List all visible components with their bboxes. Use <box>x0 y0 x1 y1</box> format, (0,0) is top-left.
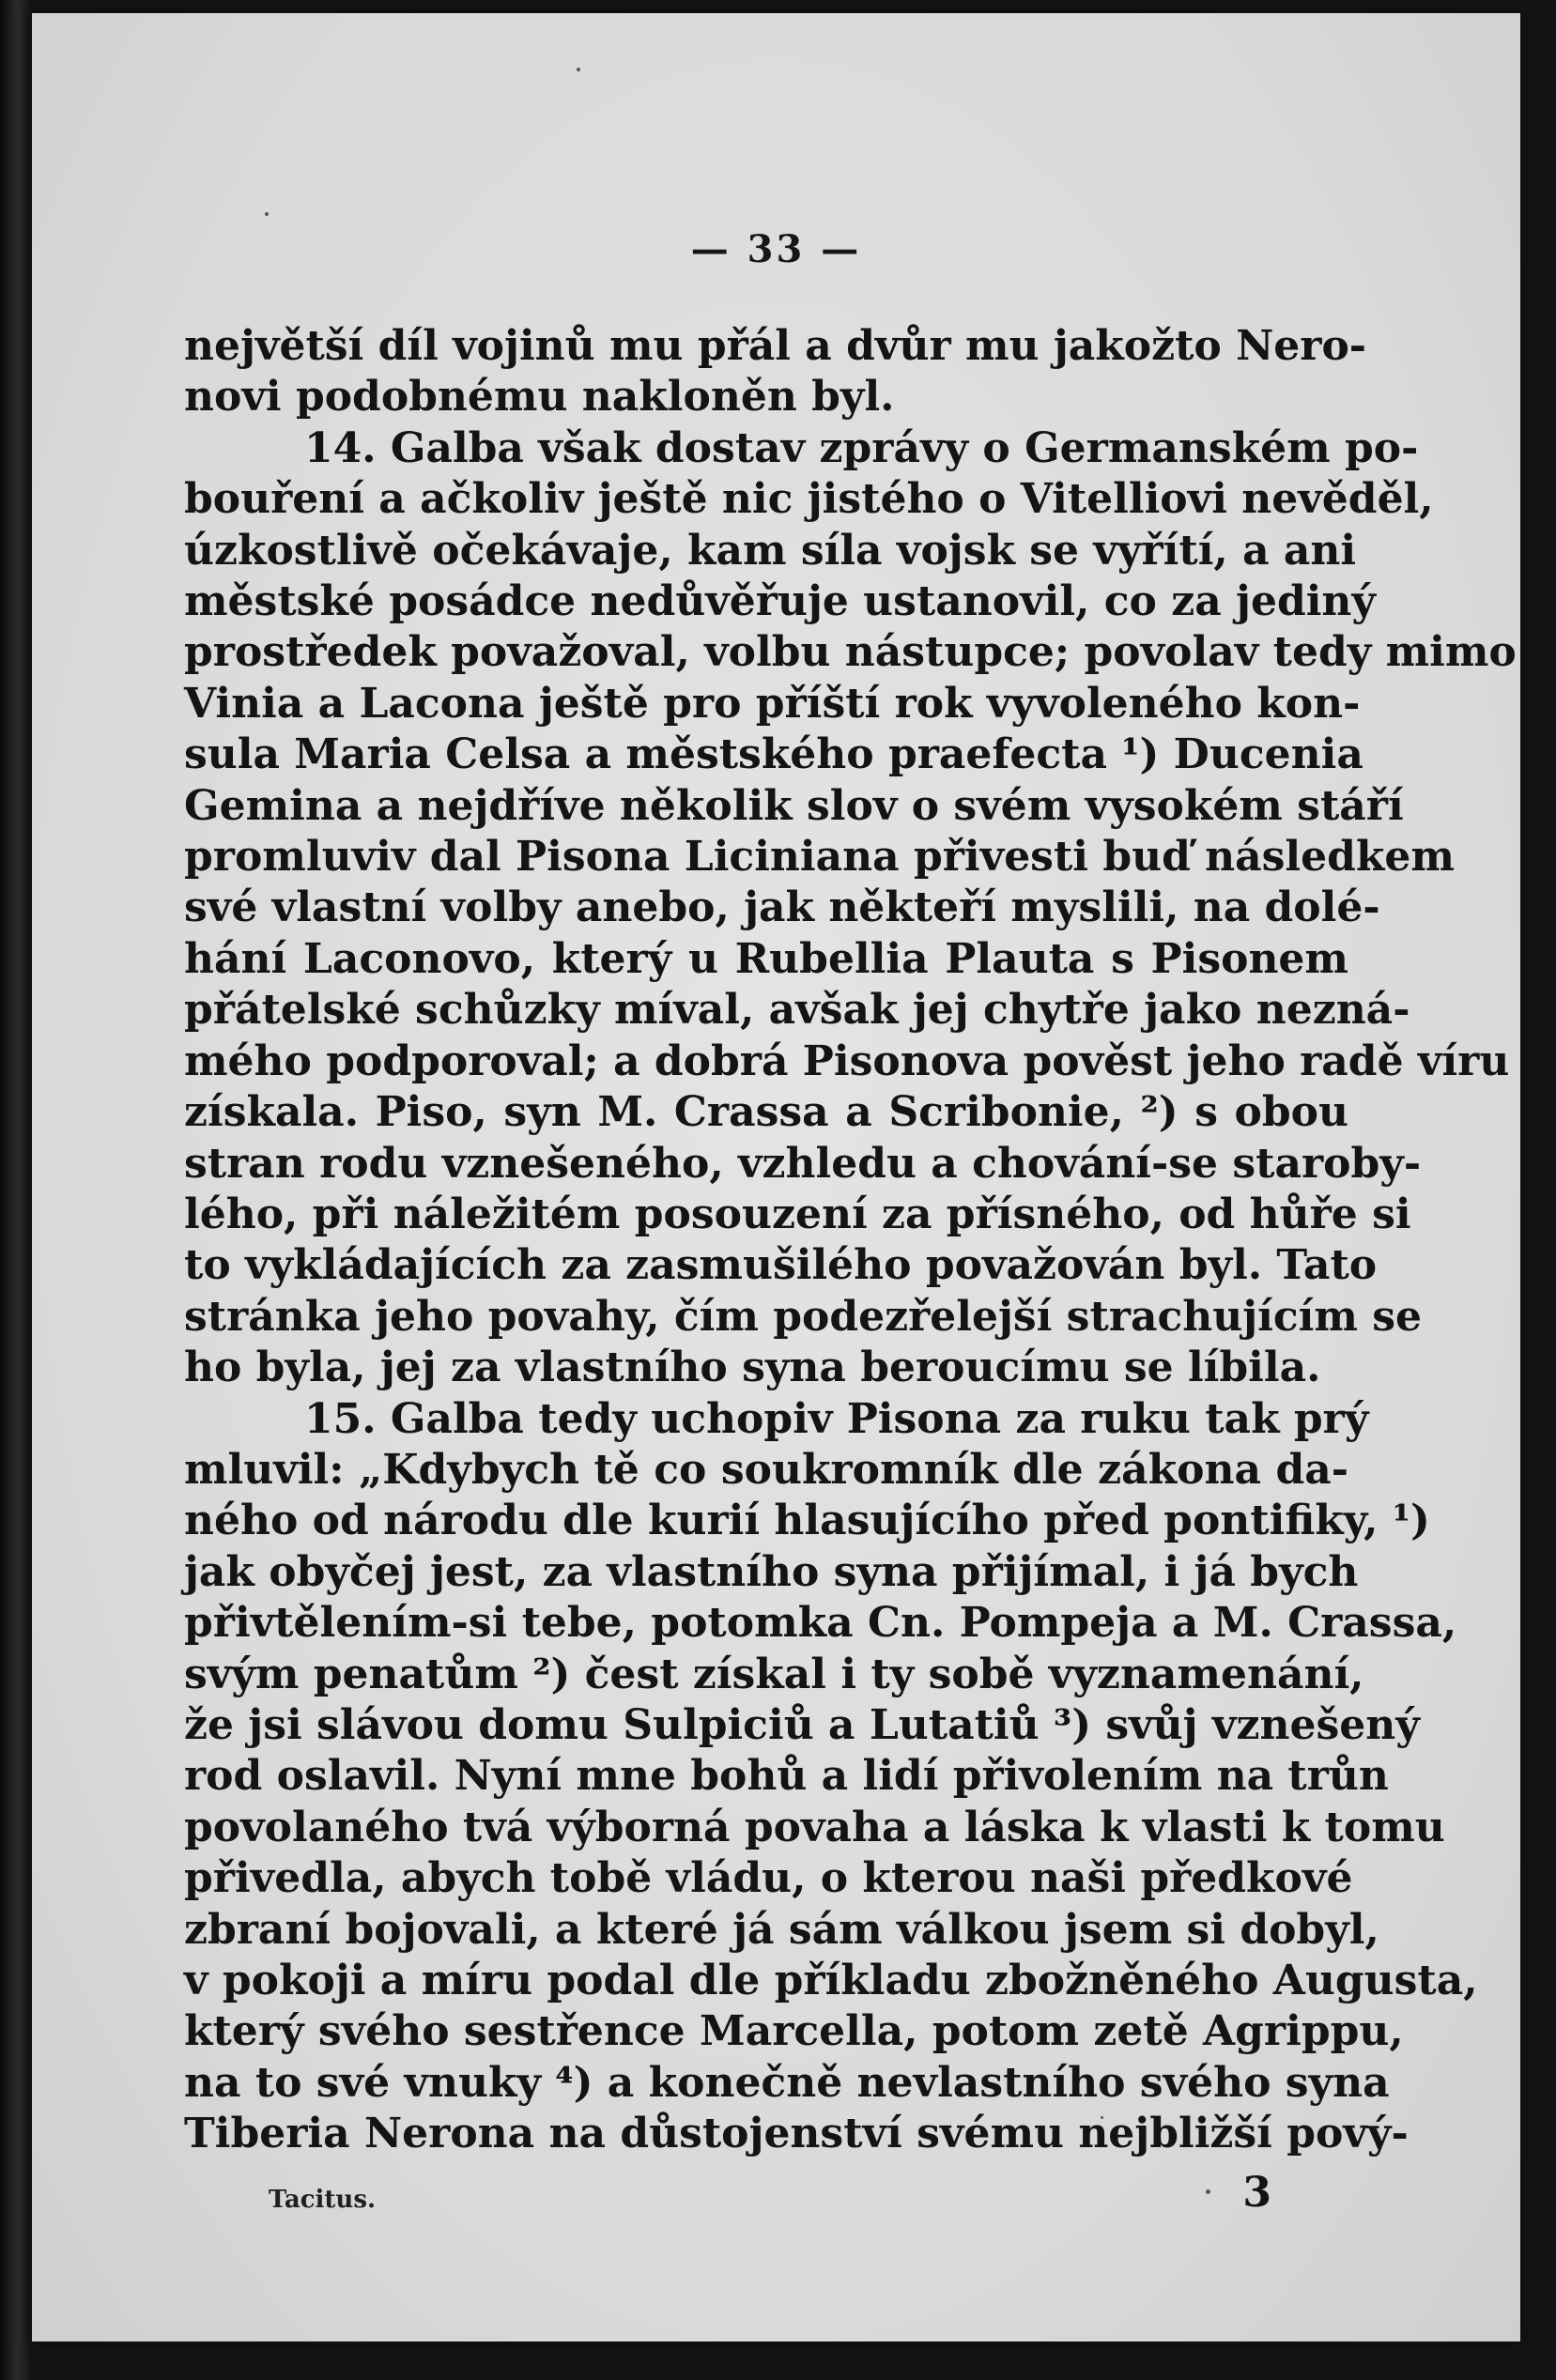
page-number: — 33 — <box>690 227 862 271</box>
text-line: bouření a ačkoliv ještě nic jistého o Vitelliovi nevěděl, <box>184 475 1434 524</box>
paper-speck <box>577 68 580 71</box>
body-text <box>184 321 1517 2160</box>
text-line: stránka jeho povahy, čím podezřelejší strachujícím se <box>184 1292 1423 1341</box>
text-line: Tiberia Nerona na důstojenství svému nejbližší pový- <box>184 2110 1409 2158</box>
text-line: rod oslavil. Nyní mne bohů a lidí přivolením na trůn <box>184 1752 1389 1801</box>
text-line: 14. Galba však dostav zprávy o Germanském po- <box>304 423 1419 472</box>
book-page <box>32 13 1520 2342</box>
text-line: ného od národu dle kurií hlasujícího před pontifiky, ¹) <box>184 1497 1430 1545</box>
text-line: na to své vnuky ⁴) a konečně nevlastního svého syna <box>184 2058 1390 2107</box>
text-line: přivtělením-si tebe, potomka Cn. Pompeja a M. Crassa, <box>184 1599 1457 1648</box>
text-line: svým penatům ²) čest získal i ty sobě vyznamenání, <box>184 1650 1364 1698</box>
text-line: povolaného tvá výborná povaha a láska k vlasti k tomu <box>184 1803 1445 1851</box>
text-line: v pokoji a míru podal dle příkladu zbožněného Augusta, <box>184 1957 1478 2004</box>
paper-speck <box>265 212 269 216</box>
text-line: své vlastní volby anebo, jak někteří myslili, na dolé- <box>184 883 1380 932</box>
text-line: získala. Piso, syn M. Crassa a Scribonie, ²) s obou <box>184 1088 1348 1137</box>
text-line: mluvil: „Kdybych tě co soukromník dle zákona da- <box>184 1445 1348 1494</box>
signature-mark: Tacitus. <box>269 2186 377 2214</box>
text-line: sula Maria Celsa a městského praefecta ¹) Ducenia <box>184 730 1363 779</box>
text-line: stran rodu vznešeného, vzhledu a chování-se staroby- <box>184 1139 1422 1188</box>
text-line: 15. Galba tedy uchopiv Pisona za ruku tak prý <box>304 1394 1369 1443</box>
text-line: mého podporoval; a dobrá Pisonova pověst jeho radě víru <box>184 1036 1510 1085</box>
text-line: přátelské schůzky míval, avšak jej chytře jako nezná- <box>184 986 1410 1035</box>
page-footer <box>184 2169 1348 2225</box>
text-line: úzkostlivě očekávaje, kam síla vojsk se vyřítí, a ani <box>184 526 1357 575</box>
text-line: městské posádce nedůvěřuje ustanovil, co za jediný <box>184 577 1376 626</box>
text-line: hání Laconovo, který u Rubellia Plauta s Pisonem <box>184 934 1348 983</box>
text-line: lého, při náležitém posouzení za přísného, od hůře si <box>184 1190 1411 1238</box>
sheet-number: 3 <box>1242 2169 1271 2217</box>
text-line: prostředek považoval, volbu nástupce; povolav tedy mimo <box>184 628 1517 677</box>
text-line: který svého sestřence Marcella, potom zetě Agrippu, <box>184 2007 1404 2056</box>
text-line: promluviv dal Pisona Liciniana přivesti buď následkem <box>184 833 1455 882</box>
text-line: Gemina a nejdříve několik slov o svém vysokém stáří <box>184 781 1404 830</box>
text-line: zbraní bojovali, a které já sám válkou jsem si dobyl, <box>184 1905 1379 1954</box>
text-line: ho byla, jej za vlastního syna beroucímu se líbila. <box>184 1344 1321 1392</box>
text-line: přivedla, abych tobě vládu, o kterou naši předkové <box>184 1854 1353 1903</box>
text-line: jak obyčej jest, za vlastního syna přijímal, i já bych <box>184 1547 1359 1596</box>
book-binding-edge <box>0 0 32 2380</box>
text-line: že jsi slávou domu Sulpiciů a Lutatiů ³) svůj vznešený <box>184 1700 1420 1749</box>
text-line: Vinia a Lacona ještě pro příští rok vyvoleného kon- <box>184 679 1361 728</box>
text-line: největší díl vojinů mu přál a dvůr mu jakožto Nero- <box>184 322 1367 370</box>
text-line: to vykládajících za zasmušilého považován byl. Tato <box>184 1241 1378 1290</box>
text-line: novi podobnému nakloněn byl. <box>184 373 895 422</box>
